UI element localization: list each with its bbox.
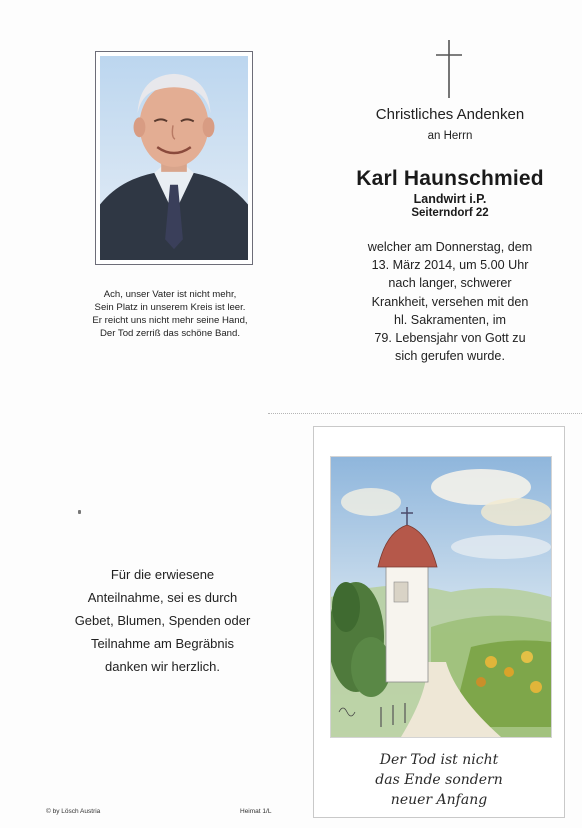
poem-line: Ach, unser Vater ist nicht mehr, — [103, 289, 237, 300]
thanks-message — [40, 563, 285, 678]
poem-line: Sein Platz in unserem Kreis ist leer. — [94, 302, 246, 313]
death-notice-line: Krankheit, versehen mit den — [371, 294, 529, 309]
model-code: Heimat 1/L — [240, 808, 272, 815]
death-notice-line: nach langer, schwerer — [388, 276, 512, 291]
death-notice — [340, 238, 560, 365]
death-notice-line: hl. Sakramenten, im — [394, 312, 506, 327]
painting-image — [331, 457, 551, 737]
poem-line: Er reicht uns nicht mehr seine Hand, — [92, 315, 248, 326]
card-quote-line: neuer Anfang — [390, 792, 488, 808]
printer-credit: © by Lösch Austria — [46, 808, 101, 815]
heading: Christliches Andenken — [375, 106, 525, 123]
cross-icon — [433, 38, 465, 100]
portrait-image — [100, 56, 248, 260]
wayside-shrine-painting — [330, 456, 552, 738]
card-quote-line: Der Tod ist nicht — [379, 752, 499, 768]
thanks-line: Für die erwiesene — [110, 567, 215, 582]
address: Seiterndorf 22 — [411, 207, 489, 219]
deceased-name: Karl Haunschmied — [356, 167, 544, 190]
thanks-line: Gebet, Blumen, Spenden oder — [74, 613, 251, 628]
card-quote — [313, 750, 565, 810]
fold-line — [268, 413, 582, 414]
death-notice-line: sich gerufen wurde. — [395, 349, 505, 364]
occupation: Landwirt i.P. — [413, 192, 487, 206]
scan-mark — [78, 510, 81, 514]
card-quote-line: das Ende sondern — [375, 772, 503, 788]
poem-line: Der Tod zerriß das schöne Band. — [99, 328, 241, 339]
thanks-line: Anteilnahme, sei es durch — [87, 590, 238, 605]
thanks-line: Teilnahme am Begräbnis — [90, 636, 235, 651]
death-notice-line: 79. Lebensjahr von Gott zu — [374, 331, 526, 346]
poem — [40, 288, 300, 340]
thanks-line: danken wir herzlich. — [105, 659, 220, 674]
salutation: an Herrn — [427, 130, 473, 142]
death-notice-line: 13. März 2014, um 5.00 Uhr — [371, 258, 529, 273]
portrait-photo — [95, 51, 253, 265]
death-notice-line: welcher am Donnerstag, dem — [367, 240, 533, 254]
